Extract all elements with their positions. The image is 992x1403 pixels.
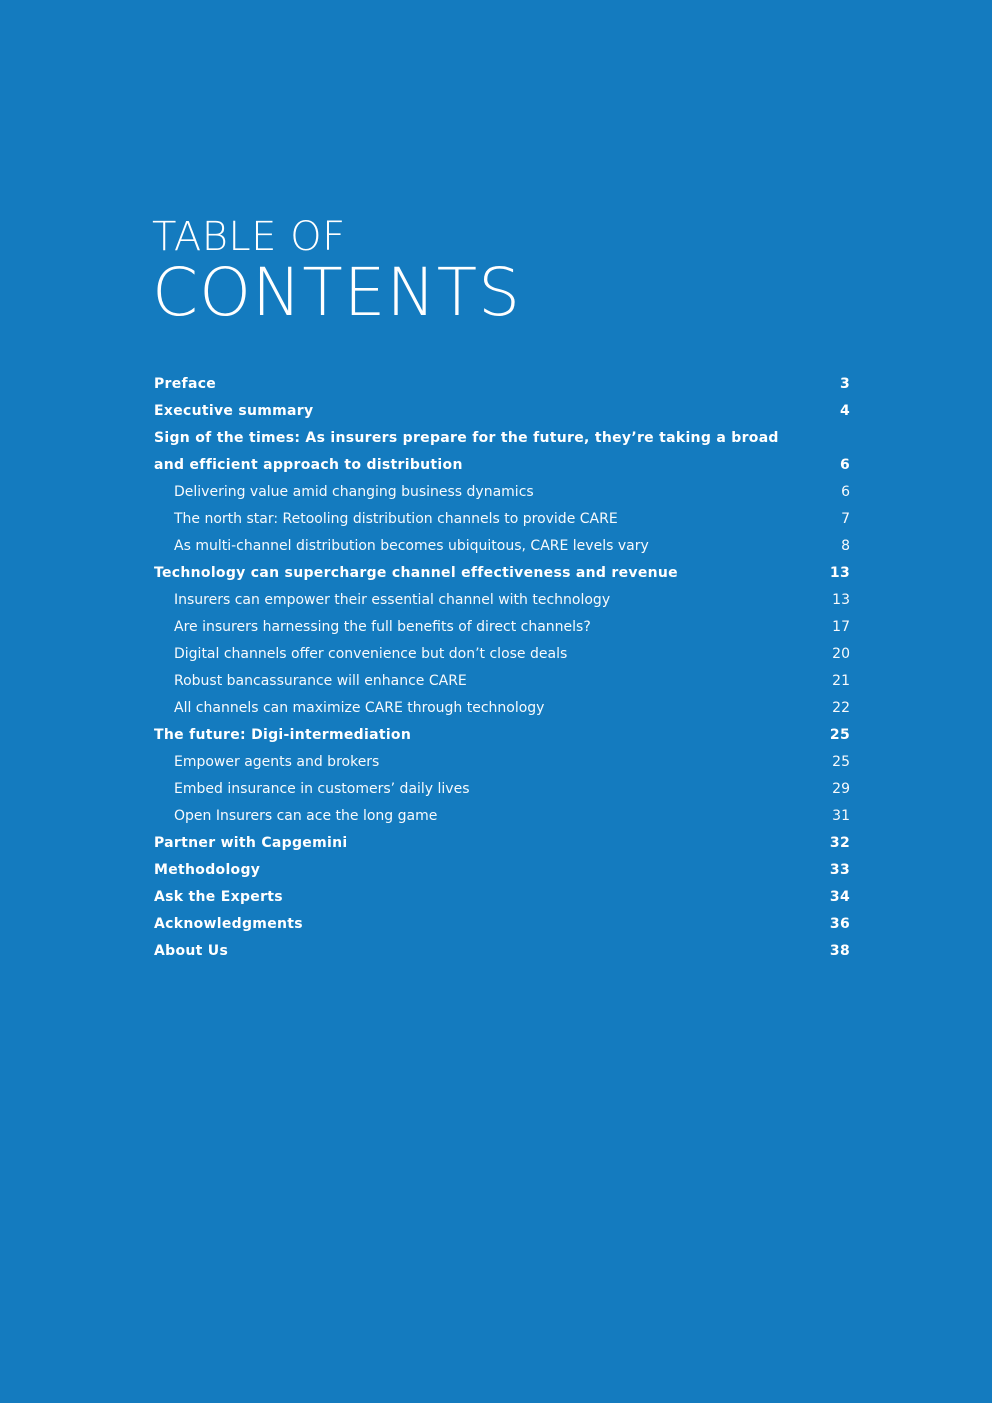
toc-item-page: 7 [841,511,850,527]
toc-item-page: 17 [832,619,850,635]
toc-subitem-north-star[interactable] [154,506,854,533]
toc-subitem-multi-channel[interactable] [154,533,854,560]
toc-item-label: The future: Digi-intermediation [154,727,412,743]
table-of-contents [154,371,854,965]
toc-item-executive-summary[interactable] [154,398,854,425]
toc-subitem-bancassurance[interactable] [154,668,854,695]
toc-item-label: Sign of the times: As insurers prepare for the future, they’re taking a broad [154,430,779,446]
toc-item-label: Acknowledgments [154,916,303,932]
title-line-2: CONTENTS [152,254,522,331]
toc-item-page: 13 [829,565,850,581]
toc-item-label: Open Insurers can ace the long game [174,808,438,824]
toc-item-label: Executive summary [154,403,314,419]
toc-item-label: and efficient approach to distribution [154,457,463,473]
toc-item-page: 36 [829,916,850,932]
toc-item-page: 21 [832,673,850,689]
toc-item-page: 4 [839,403,850,419]
toc-item-label: Partner with Capgemini [154,835,348,851]
toc-subitem-embed-insurance[interactable] [154,776,854,803]
toc-item-label: Insurers can empower their essential channel with technology [174,592,611,608]
toc-item-about-us[interactable] [154,938,854,965]
toc-subitem-open-insurers[interactable] [154,803,854,830]
toc-item-page: 29 [832,781,850,797]
toc-item-label: Robust bancassurance will enhance CARE [174,673,467,689]
toc-item-page: 31 [832,808,850,824]
toc-item-sign-of-the-times-cont[interactable] [154,452,854,479]
toc-item-page: 8 [841,538,850,554]
toc-item-label: Empower agents and brokers [174,754,380,770]
toc-item-label: Ask the Experts [154,889,283,905]
page-title [152,214,522,331]
toc-subitem-direct-channels[interactable] [154,614,854,641]
toc-item-label: Are insurers harnessing the full benefits of direct channels? [174,619,591,635]
toc-item-page: 6 [841,484,850,500]
toc-item-partner[interactable] [154,830,854,857]
toc-item-label: About Us [154,943,229,959]
toc-item-sign-of-the-times[interactable] [154,425,854,452]
toc-item-page: 33 [829,862,850,878]
toc-item-acknowledgments[interactable] [154,911,854,938]
toc-item-page: 3 [839,376,850,392]
toc-item-page: 20 [832,646,850,662]
toc-item-label: All channels can maximize CARE through technology [174,700,545,716]
title-line-1: TABLE OF [152,214,346,260]
toc-item-page: 32 [829,835,850,851]
toc-item-ask-the-experts[interactable] [154,884,854,911]
toc-subitem-empower-agents[interactable] [154,749,854,776]
toc-item-page: 25 [829,727,850,743]
toc-item-label: Technology can supercharge channel effectiveness and revenue [154,565,678,581]
toc-item-technology[interactable] [154,560,854,587]
toc-item-page: 38 [829,943,850,959]
toc-item-label: Embed insurance in customers’ daily lives [174,781,470,797]
toc-subitem-digital-channels[interactable] [154,641,854,668]
toc-item-page: 6 [839,457,850,473]
toc-item-page: 34 [829,889,850,905]
toc-item-page: 13 [832,592,850,608]
toc-item-label: Delivering value amid changing business dynamics [174,484,534,500]
toc-subitem-empower-essential-channel[interactable] [154,587,854,614]
toc-item-methodology[interactable] [154,857,854,884]
toc-subitem-all-channels[interactable] [154,695,854,722]
toc-item-page: 25 [832,754,850,770]
toc-item-label: As multi-channel distribution becomes ubiquitous, CARE levels vary [174,538,649,554]
toc-item-the-future[interactable] [154,722,854,749]
toc-item-label: Preface [154,376,217,392]
toc-item-label: Digital channels offer convenience but don’t close deals [174,646,568,662]
toc-item-preface[interactable] [154,371,854,398]
toc-item-page: 22 [832,700,850,716]
toc-item-label: The north star: Retooling distribution channels to provide CARE [174,511,618,527]
toc-subitem-delivering-value[interactable] [154,479,854,506]
toc-item-label: Methodology [154,862,261,878]
